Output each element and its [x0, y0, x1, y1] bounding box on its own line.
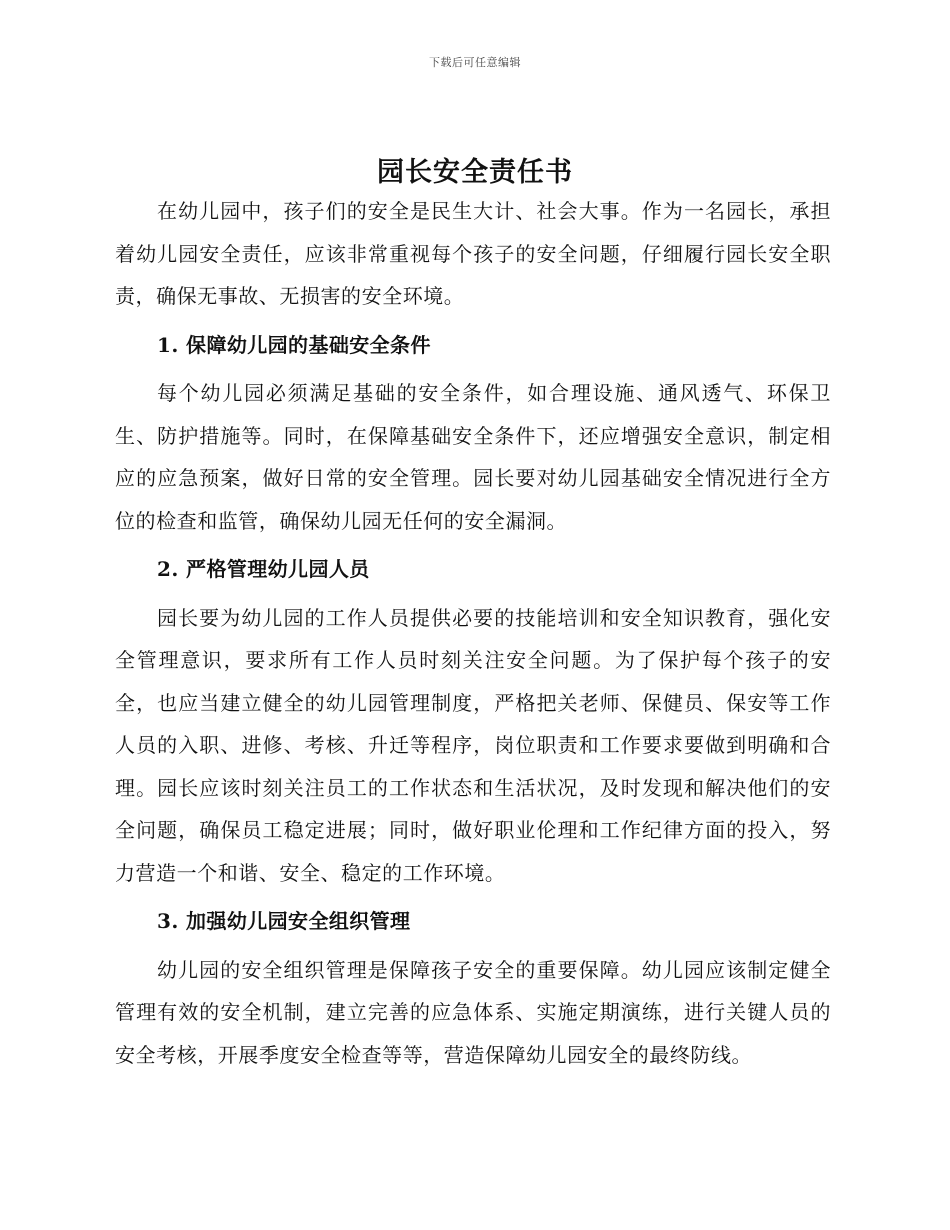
- section-heading-2: 2. 严格管理幼儿园人员: [157, 557, 370, 581]
- intro-paragraph: 在幼儿园中，孩子们的安全是民生大计、社会大事。作为一名园长，承担着幼儿园安全责任，应该非常重视每个孩子的安全问题，仔细履行园长安全职责，确保无事故、无损害的安全环境。: [115, 199, 831, 308]
- header-note: 下载后可任意编辑: [429, 56, 521, 69]
- section-body-2: 园长要为幼儿园的工作人员提供必要的技能培训和安全知识教育，强化安全管理意识，要求所有工作人员时刻关注安全问题。为了保护每个孩子的安全，也应当建立健全的幼儿园管理制度，严格把关老师、保健员、保安等工作人员的入职、进修、考核、升迁等程序，岗位职责和工作要求要做到明确和合理。园长应该时刻关注员工的工作状态和生活状况，及时发现和解决他们的安全问题，确保员工稳定进展；同时，做好职业伦理和工作纪律方面的投入，努力营造一个和谐、安全、稳定的工作环境。: [115, 605, 831, 885]
- section-heading-3: 3. 加强幼儿园安全组织管理: [157, 909, 411, 933]
- section-body-1: 每个幼儿园必须满足基础的安全条件，如合理设施、通风透气、环保卫生、防护措施等。同时，在保障基础安全条件下，还应增强安全意识，制定相应的应急预案，做好日常的安全管理。园长要对幼儿园基础安全情况进行全方位的检查和监管，确保幼儿园无任何的安全漏洞。: [115, 381, 831, 533]
- section-body-3: 幼儿园的安全组织管理是保障孩子安全的重要保障。幼儿园应该制定健全管理有效的安全机制，建立完善的应急体系、实施定期演练，进行关键人员的安全考核，开展季度安全检查等等，营造保障幼儿园安全的最终防线。: [115, 957, 831, 1067]
- document-title: 园长安全责任书: [377, 157, 573, 188]
- document-body: [115, 190, 831, 1076]
- section-heading-1: 1. 保障幼儿园的基础安全条件: [157, 332, 431, 357]
